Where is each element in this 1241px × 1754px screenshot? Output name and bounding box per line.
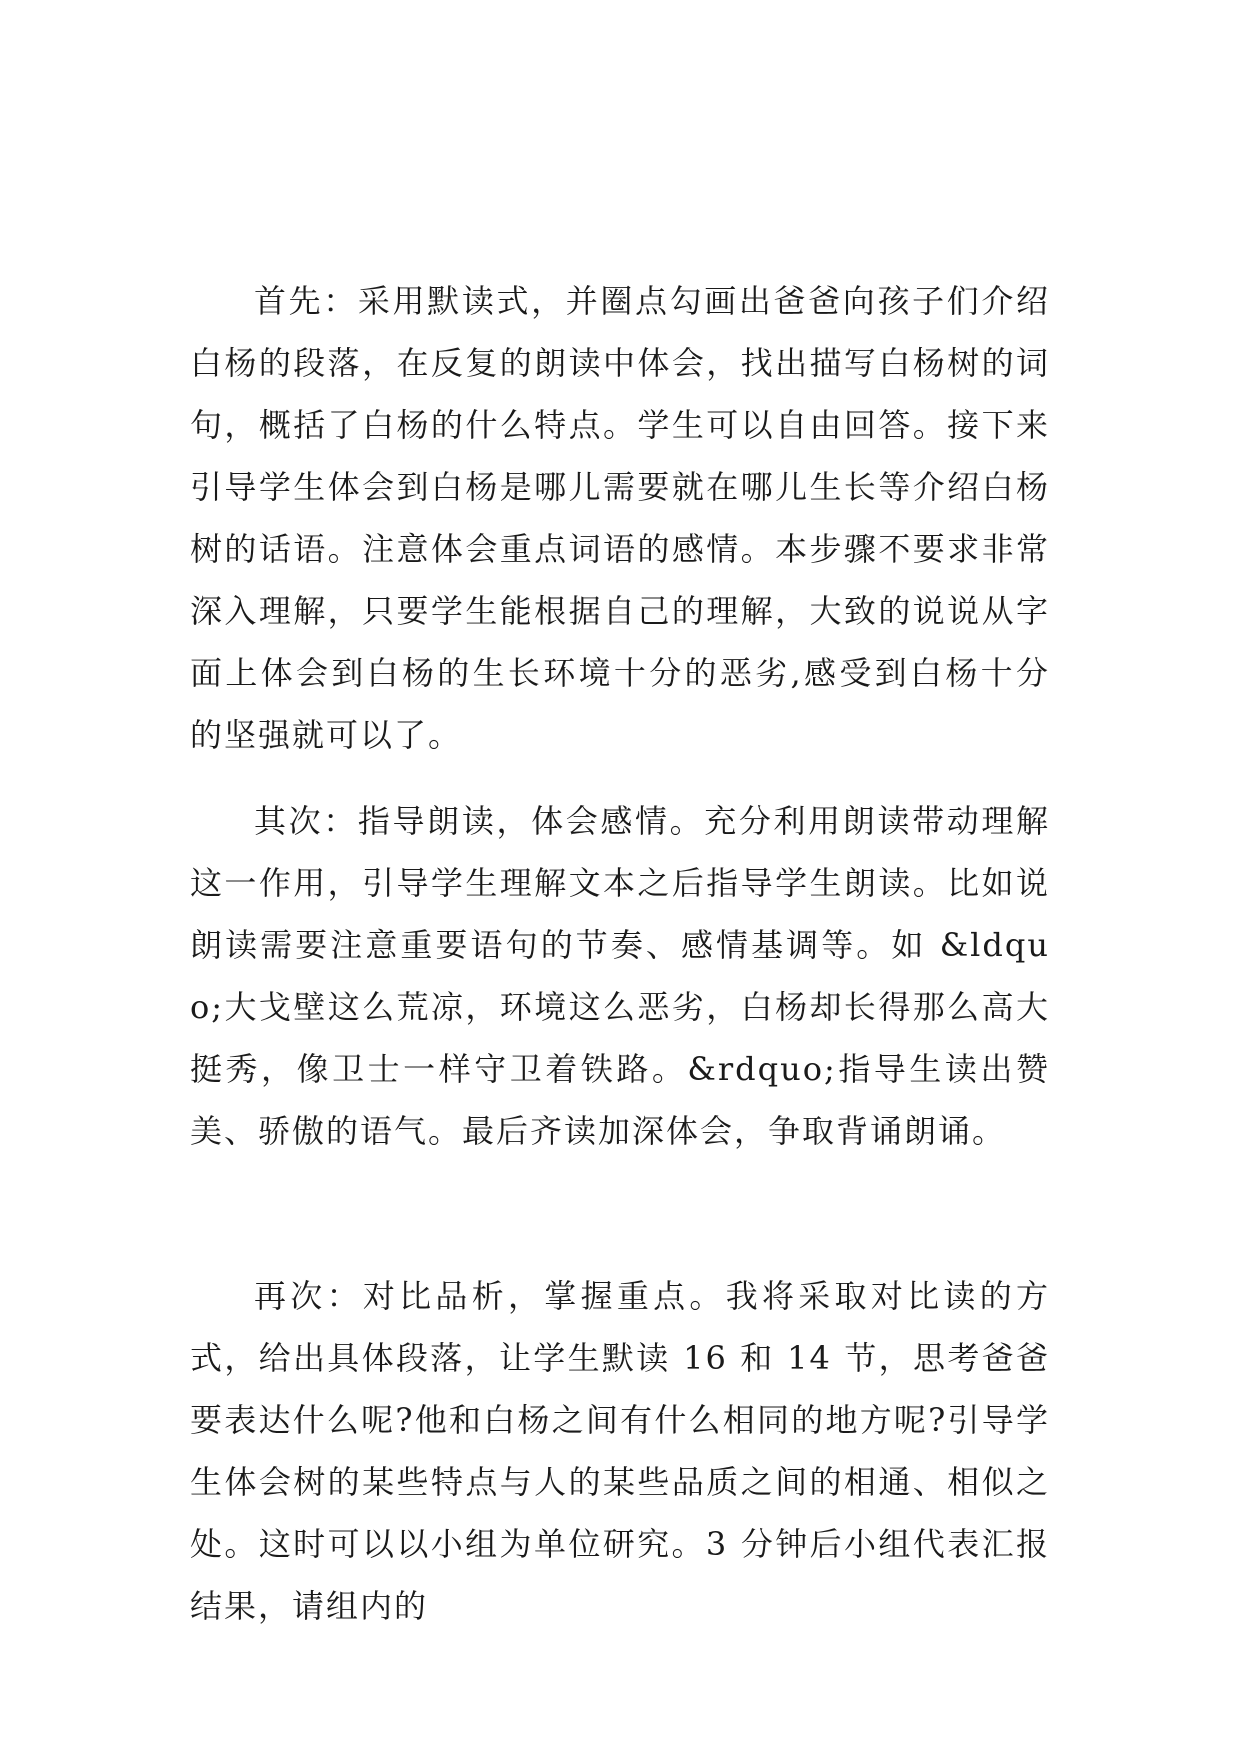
paragraph-third-step: 再次：对比品析，掌握重点。我将采取对比读的方式，给出具体段落，让学生默读 16 和 14 节，思考爸爸要表达什么呢?他和白杨之间有什么相同的地方呢?引导学生体会树的某些特点与人的某些品质之间的相通、相似之处。这时可以以小组为单位研究。3 分钟后小组代表汇报结果，请组内的 — [190, 1277, 1050, 1625]
paragraph-first-step: 首先：采用默读式，并圈点勾画出爸爸向孩子们介绍白杨的段落，在反复的朗读中体会，找出描写白杨树的词句，概括了白杨的什么特点。学生可以自由回答。接下来引导学生体会到白杨是哪儿需要就在哪儿生长等介绍白杨树的话语。注意体会重点词语的感情。本步骤不要求非常深入理解，只要学生能根据自己的理解，大致的说说从字面上体会到白杨的生长环境十分的恶劣,感受到白杨十分的坚强就可以了。 — [190, 282, 1050, 754]
paragraph-second-step: 其次：指导朗读，体会感情。充分利用朗读带动理解这一作用，引导学生理解文本之后指导学生朗读。比如说朗读需要注意重要语句的节奏、感情基调等。如 &ldquo;大戈壁这么荒凉，环境这么恶劣，白杨却长得那么高大挺秀，像卫士一样守卫着铁路。&rdquo;指导生读出赞美、骄傲的语气。最后齐读加深体会，争取背诵朗诵。 — [190, 802, 1050, 1150]
